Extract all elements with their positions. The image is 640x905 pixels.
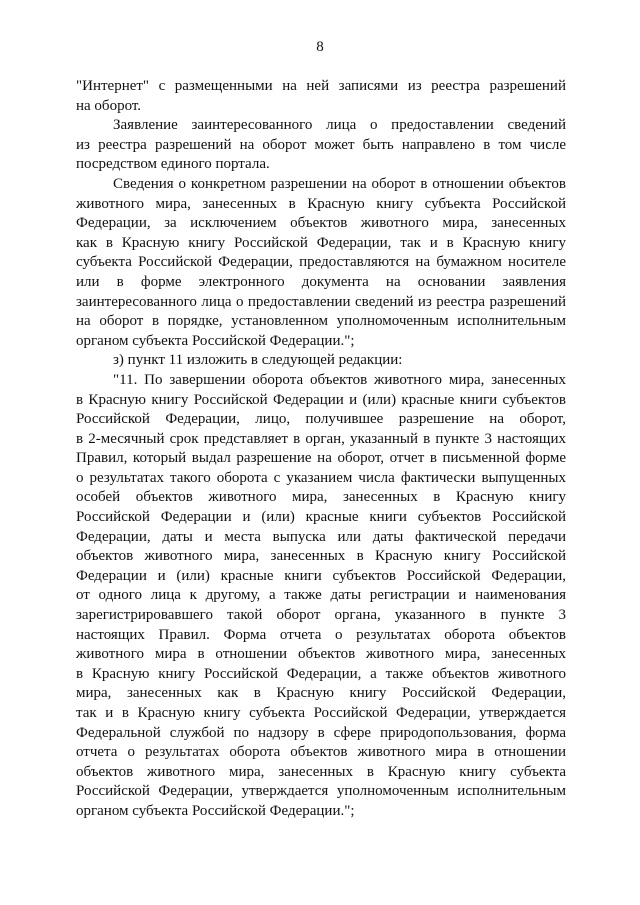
text-line: посредством единого портала. — [76, 156, 270, 173]
text-line: настоящих Правил. Форма отчета о результатах оборота объектов — [76, 626, 566, 643]
text-line: "Интернет" с размещенными на ней записями из реестра разрешений — [76, 78, 566, 94]
text-line: Правил, который выдал разрешение на оборот, отчет в письменной форме — [76, 450, 566, 467]
text-line: з) пункт 11 изложить в следующей редакции: — [113, 352, 403, 369]
text-line: объектов животного мира, занесенных в Красную книгу субъекта — [76, 763, 566, 780]
text-line: заинтересованного лица о предоставлении сведений из реестра разрешений — [76, 293, 566, 310]
text-line: от одного лица к другому, а также даты регистрации и наименования — [76, 587, 566, 604]
text-line: на оборот в порядке, установленном уполномоченным исполнительным — [76, 313, 566, 330]
text-line: так и в Красную книгу субъекта Российской Федерации, утверждается — [76, 705, 566, 721]
text-line: органом субъекта Российской Федерации."; — [76, 802, 355, 819]
paragraph-application — [76, 116, 566, 175]
text-line: Федерации, за исключением объектов животного мира, занесенных — [76, 215, 566, 232]
text-line: из реестра разрешений на оборот может быть направлено в том числе — [76, 136, 566, 153]
paragraph-continuation — [76, 77, 566, 116]
text-line: органом субъекта Российской Федерации."; — [76, 332, 355, 349]
text-line: Заявление заинтересованного лица о предоставлении сведений — [113, 117, 566, 134]
text-line: или в форме электронного документа на основании заявления — [76, 273, 566, 290]
text-line: Федерации и (или) красные книги субъектов Российской Федерации, — [76, 567, 566, 584]
text-line: Федеральной службой по надзору в сфере природопользования, форма — [76, 724, 566, 741]
text-line: животного мира, занесенных в Красную книгу субъекта Российской — [76, 195, 566, 212]
text-line: особей объектов животного мира, занесенных в Красную книгу — [76, 489, 566, 506]
text-line: животного мира в отношении объектов животного мира, занесенных — [76, 646, 566, 663]
text-line: Федерации, даты и места выпуска или даты фактической передачи — [76, 528, 566, 545]
text-line: о результатах такого оборота с указанием числа фактически выпущенных — [76, 469, 566, 486]
text-line: как в Красную книгу Российской Федерации, так и в Красную книгу — [76, 234, 566, 251]
text-line: отчета о результатах оборота объектов животного мира в отношении — [76, 744, 566, 761]
paragraph-clause-11 — [76, 371, 566, 822]
text-line: в 2-месячный срок представляет в орган, указанный в пункте 3 настоящих — [76, 430, 566, 447]
text-line: объектов животного мира, занесенных в Красную книгу Российской — [76, 548, 566, 565]
document-body — [76, 77, 566, 822]
text-line: на оборот. — [76, 97, 142, 114]
text-line: Российской Федерации и (или) красные книги субъектов Российской — [76, 509, 566, 526]
text-line: зарегистрировавшего такой оборот органа, указанного в пункте 3 — [76, 607, 566, 624]
paragraph-permit-info — [76, 175, 566, 351]
text-line: в Красную книгу Российской Федерации, а также объектов животного — [76, 665, 566, 682]
text-line: мира, занесенных как в Красную книгу Российской Федерации, — [76, 685, 566, 702]
text-line: субъекта Российской Федерации, предоставляются на бумажном носителе — [76, 254, 566, 271]
text-line: в Красную книгу Российской Федерации и (или) красные книги субъектов — [76, 391, 566, 408]
page-number: 8 — [316, 39, 324, 55]
text-line: Сведения о конкретном разрешении на оборот в отношении объектов — [113, 175, 566, 192]
text-line: "11. По завершении оборота объектов животного мира, занесенных — [113, 371, 566, 388]
text-line: Российской Федерации, утверждается уполномоченным исполнительным — [76, 783, 566, 800]
paragraph-amendment-heading — [76, 351, 566, 371]
text-line: Российской Федерации, лицо, получившее разрешение на оборот, — [76, 411, 566, 428]
